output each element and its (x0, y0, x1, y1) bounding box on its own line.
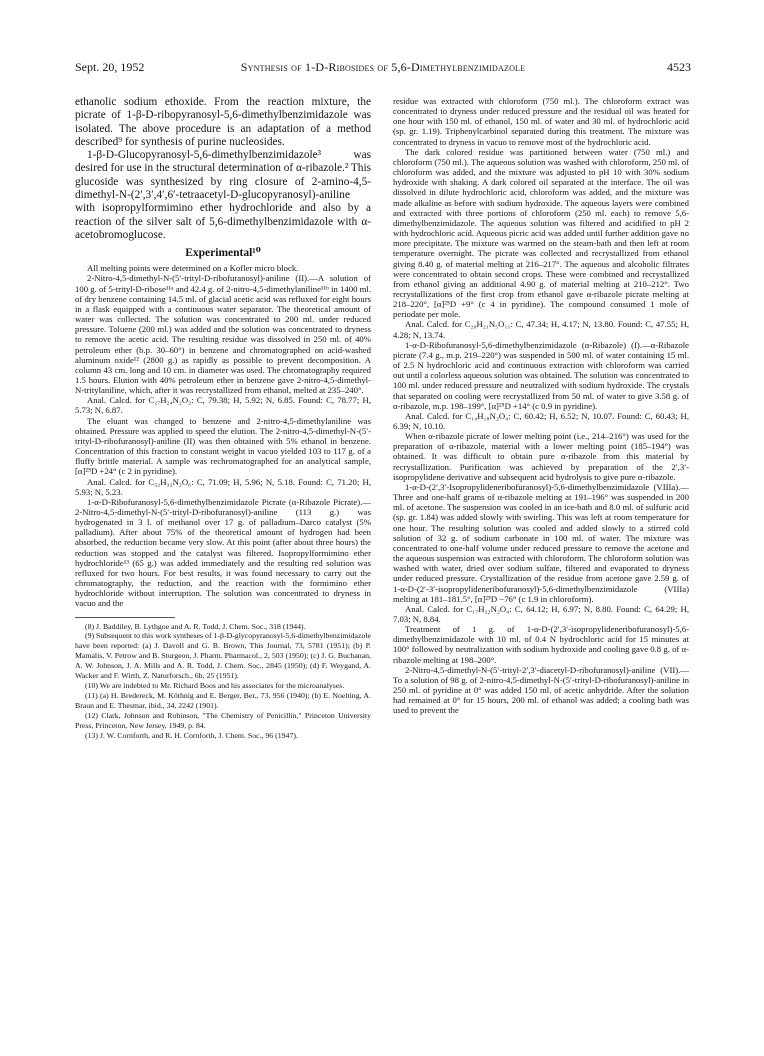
left-column (75, 96, 371, 1036)
paragraph-diacetyl: 2-Nitro-4,5-dimethyl-N-(5′-trityl-2′,3′-diacetyl-D-ribofuranosyl)-aniline (VII).—To a solution of 98 g. of 2-nitro-4,5-dimethyl-N-(5′-trityl-D-ribofuranosyl)-aniline in 250 ml. of pyridine at 0° was added 150 ml. of acetic anhydride. After the solution had remained at 0° for 15 hours, 200 ml. of ethanol was added; a cooling bath was used to prevent the (393, 664, 689, 716)
analysis-2: Anal. Calcd. for C₃₂H₃₂N₂O₆: C, 71.09; H, 5.96; N, 5.18. Found: C, 71.20; H, 5.93; N, 5.23. (75, 476, 371, 497)
footnote-rule (75, 617, 175, 618)
paragraph-isopropylidene: 1-α-D-(2′,3′-Isopropylideneribofuranosyl)-5,6-dimethylbenzimidazole (VIIIa).—Three and one-half grams of α-ribazole melting at 191–196° was suspended in 200 ml. of acetone. The suspension was cooled in an ice-bath and 8.0 ml. of sulfuric acid (sp. gr. 1.84) was added slowly with swirling. This was left at room temperature for one hour. The resulting solution was cooled and added slowly to a stirred cold solution of 32 g. of sodium carbonate in 100 ml. of water. The mixture was concentrated to one-half volume under reduced pressure to remove the acetone and the aqueous suspension was extracted with chloroform. The chloroform solution was washed with water, dried over sodium sulfate, filtered and evaporated to dryness under reduced pressure. Crystallization of the residue from acetone gave 2.59 g. of 1-α-D-(2′-3′-isopropylideneribofuranosyl)-5,6-dimethylbenzimidazole (VIIIa) melting at 181–181.5°, [α]²⁵D −76° (c 1.9 in chloroform). (393, 481, 689, 604)
analysis-5: Anal. Calcd. for C₁₇H₂₂N₂O₄: C, 64.12; H, 6.97; N, 8.80. Found: C, 64.29; H, 7.03; N, 8.84. (393, 603, 689, 624)
paragraph-trityl-aniline: 2-Nitro-4,5-dimethyl-N-(5′-trityl-D-ribofuranosyl)-aniline (II).—A solution of 100 g. of 5-trityl-D-ribose¹¹ᵃ and 42.4 g. of 2-nitro-4,5-dimethylaniline¹¹ᵇ in 1400 ml. of dry benzene containing 14.5 ml. of glacial acetic acid was refluxed for eight hours in a flask equipped with a continuous water separator. The theoretical amount of water was collected. The solution was concentrated to 200 ml. under reduced pressure. Toluene (200 ml.) was added and the solution was concentrated to dryness to remove the acetic acid. The resulting residue was dissolved in 250 ml. of 40% petroleum ether (b.p. 30–60°) in benzene and chromatographed on acid-washed aluminum oxide¹² (2800 g.) as rapidly as possible to prevent decomposition. A column 43 cm. long and 10 cm. in diameter was used. The chromatography required 1.5 hours. Elution with 40% petroleum ether in benzene gave 2-nitro-4,5-dimethyl-N-tritylaniline, which, after it was recrystallized from ethanol, melted at 235–240°. (75, 273, 371, 396)
paragraph-ribazole-picrate: 1-α-D-Ribofuranosyl-5,6-dimethylbenzimidazole Picrate (α-Ribazole Picrate).—2-Nitro-4,5-dimethyl-N-(5′-trityl-D-ribofuranosyl)-aniline (113 g.) was hydrogenated in 3 l. of methanol over 17 g. of palladium–Darco catalyst (5% palladium). After about 75% of the theoretical amount of hydrogen had been absorbed, the reduction became very slow. At this point (after about three hours) the reduction was stopped and the catalyst was filtered. Isopropylformimino ether hydrochloride¹³ (65 g.) was added immediately and the resulting red solution was refluxed for two hours. For best results, it was found necessary to carry out the chromatography, the reduction, and the reaction with the formimino ether hydrochloride without interruption. The solution was concentrated to dryness in vacuo and the (75, 496, 371, 609)
footnotes (75, 622, 371, 741)
section-heading-experimental: Experimental¹⁰ (185, 247, 261, 260)
melting-point-note: All melting points were determined on a Kofler micro block. (87, 263, 299, 274)
page-number: 4523 (667, 60, 691, 74)
footnote-12: (12) Clark, Johnson and Robinson, "The Chemistry of Penicillin," Princeton University Press, Princeton, New Jersey, 1949, p. 84. (75, 710, 371, 730)
running-head-title: Synthesis of 1-D-Ribosides of 5,6-Dimethylbenzimidazole (240, 60, 526, 74)
intro-paragraph-1: ethanolic sodium ethoxide. From the reaction mixture, the picrate of 1-β-D-ribopyranosyl-5,6-dimethylbenzimidazole was isolated. The above procedure is an adaptation of a method described⁹ for synthesis of purine nucleosides. (75, 96, 371, 148)
footnote-13: (13) J. W. Cornforth, and R. H. Cornforth, J. Chem. Soc., 96 (1947). (85, 730, 298, 740)
intro-paragraph-2: 1-β-D-Glucopyranosyl-5,6-dimethylbenzimidazole³ was desired for use in the structural determination of α-ribazole.² This glucoside was synthesized by ring closure of 2-amino-4,5-dimethyl-N-(2′,3′,4′,6′-tetraacetyl-D-glucopyranosyl)-aniline with isopropylformimino ether hydrochloride and also by a reaction of the silver salt of 5,6-dimethylbenzimidazole with α-acetobromoglucose. (75, 149, 371, 241)
analysis-1: Anal. Calcd. for C₂₇H₂₄N₂O₂: C, 79.38; H, 5.92; N, 6.85. Found: C, 78.77; H, 5.73; N, 6.87. (75, 395, 371, 416)
paragraph-residue: residue was extracted with chloroform (750 ml.). The chloroform extract was concentrated to dryness under reduced pressure and the residual oil was heated for one hour with 150 ml. of ethanol, 150 ml. of water and 30 ml. of hydrochloric acid (sp. gr. 1.19). Triphenylcarbinol separated during this treatment. The mixture was concentrated to dryness in vacuo to remove most of the hydrochloric acid. (393, 96, 689, 147)
paragraph-dark-oil: The dark colored residue was partitioned between water (750 ml.) and chloroform (750 ml.). The aqueous solution was washed with chloroform, 250 ml. of chloroform was added, and the mixture was adjusted to pH 10 with 30% sodium hydroxide with shaking. A dark colored oil separated at the interface. The oil was dissolved in dilute hydrochloric acid, chloroform was added, and the mixture was made alkaline as before with sodium hydroxide. The aqueous layers were combined and extracted with three portions of chloroform (250 ml. each) to remove 5,6-dimethylbenzimidazole. The aqueous solution was filtered and acidified to pH 2 with hydrochloric acid. Aqueous picric acid was added until further addition gave no more precipitate. The mixture was warmed on the steam-bath and then left at room temperature overnight. The picrate was collected and recrystallized from ethanol giving 8.40 g. of material melting at 216–217°. The aqueous and alcoholic filtrates were concentrated to obtain second crops. These were combined and recrystallized from ethanol giving an additional 4.90 g. of material melting at 210–212°. Two recrystallizations of the first crop from ethanol gave α-ribazole picrate melting at 218–220°, [α]²⁵D +9° (c 4 in pyridine). The compound consumed 1 mole of periodate per mole. (393, 146, 689, 320)
running-head-date: Sept. 20, 1952 (75, 60, 145, 74)
paragraph-treatment: Treatment of 1 g. of 1-α-D-(2′,3′-isopropylideneribofuranosyl)-5,6-dimethylbenzimidazole with 10 ml. of 0.4 N hydrochloric acid for 15 minutes at 100° followed by neutralization with sodium hydroxide and cooling gave 0.8 g. of α-ribazole melting at 198–200°. (393, 624, 689, 665)
running-head (75, 60, 691, 78)
paragraph-eluant: The eluant was changed to benzene and 2-nitro-4,5-dimethylaniline was obtained. Pressure was applied to speed the elution. The 2-nitro-4,5-dimethyl-N-(5′-trityl-D-ribofuranosyl)-aniline (II) was then obtained with 5% ethanol in benzene. Concentration of this fraction to constant weight in vacuo yielded 103 to 117 g. of a fluffy brittle material. A sample was rechromatographed for an analytical sample, [α]²⁵D +24° (c 2 in pyridine). (75, 415, 371, 477)
right-column (393, 96, 689, 1036)
footnote-9: (9) Subsequent to this work syntheses of 1-β-D-glycopyranosyl-5,6-dimethylbenzimidazole have been reported: (a) J. Davoll and G. B. Brown, This Journal, 73, 5781 (1951); (b) P. Mamalis, V. Petrow and B. Sturgeon, J. Pharm. Pharmacol., 2, 503 (1950); (c) J. G. Buchanan, A. W. Johnson, J. A. Mills and A. R. Todd, J. Chem. Soc., 2845 (1950); (d) F. Weygand, A. Wacker and F. Wirth, Z. Naturforsch., 6b, 25 (1951). (75, 631, 371, 681)
footnote-8: (8) J. Baddiley, B. Lythgoe and A. R. Todd, J. Chem. Soc., 318 (1944). (85, 621, 306, 631)
analysis-3: Anal. Calcd. for C₂₀H₂₁N₅O₁₁: C, 47.34; H, 4.17; N, 13.80. Found: C, 47.55; H, 4.28; N, 13.74. (393, 319, 689, 340)
paragraph-lower-mp: When α-ribazole picrate of lower melting point (i.e., 214–216°) was used for the preparation of α-ribazole, material with a lower melting point (185–194°) was obtained. It was difficult to obtain pure α-ribazole from this material by recrystallization. Purification was achieved by preparation of the 2′,3′-isopropylidene derivative and subsequent acid hydrolysis to give pure α-ribazole. (393, 431, 689, 482)
analysis-4: Anal. Calcd. for C₁₄H₁₈N₂O₄: C, 60.42; H, 6.52; N, 10.07. Found: C, 60.43; H, 6.39; N, 10.10. (393, 410, 689, 431)
paragraph-alpha-ribazole: 1-α-D-Ribofuranosyl-5,6-dimethylbenzimidazole (α-Ribazole) (I).—α-Ribazole picrate (7.4 g., m.p. 219–220°) was suspended in 500 ml. of water containing 15 ml. of 2.5 N hydrochloric acid and continuous extraction with chloroform was carried out until a colorless aqueous solution was obtained. The solution was concentrated to 100 ml. under reduced pressure and neutralized with sodium hydroxide. The crystals that separated on cooling were recrystallized from 50 ml. of water to give 3.58 g. of α-ribazole, m.p. 198–199°, [α]²⁵D +14° (c 0.9 in pyridine). (393, 339, 689, 411)
footnote-11: (11) (a) H. Bredereck, M. Köthnig and E. Berger, Ber., 73, 956 (1940); (b) E. Noelting, A. Braun and E. Thesmar, ibid., 34, 2242 (1901). (75, 690, 371, 710)
footnote-10: (10) We are indebted to Mr. Richard Boos and his associates for the microanalyses. (85, 681, 345, 691)
